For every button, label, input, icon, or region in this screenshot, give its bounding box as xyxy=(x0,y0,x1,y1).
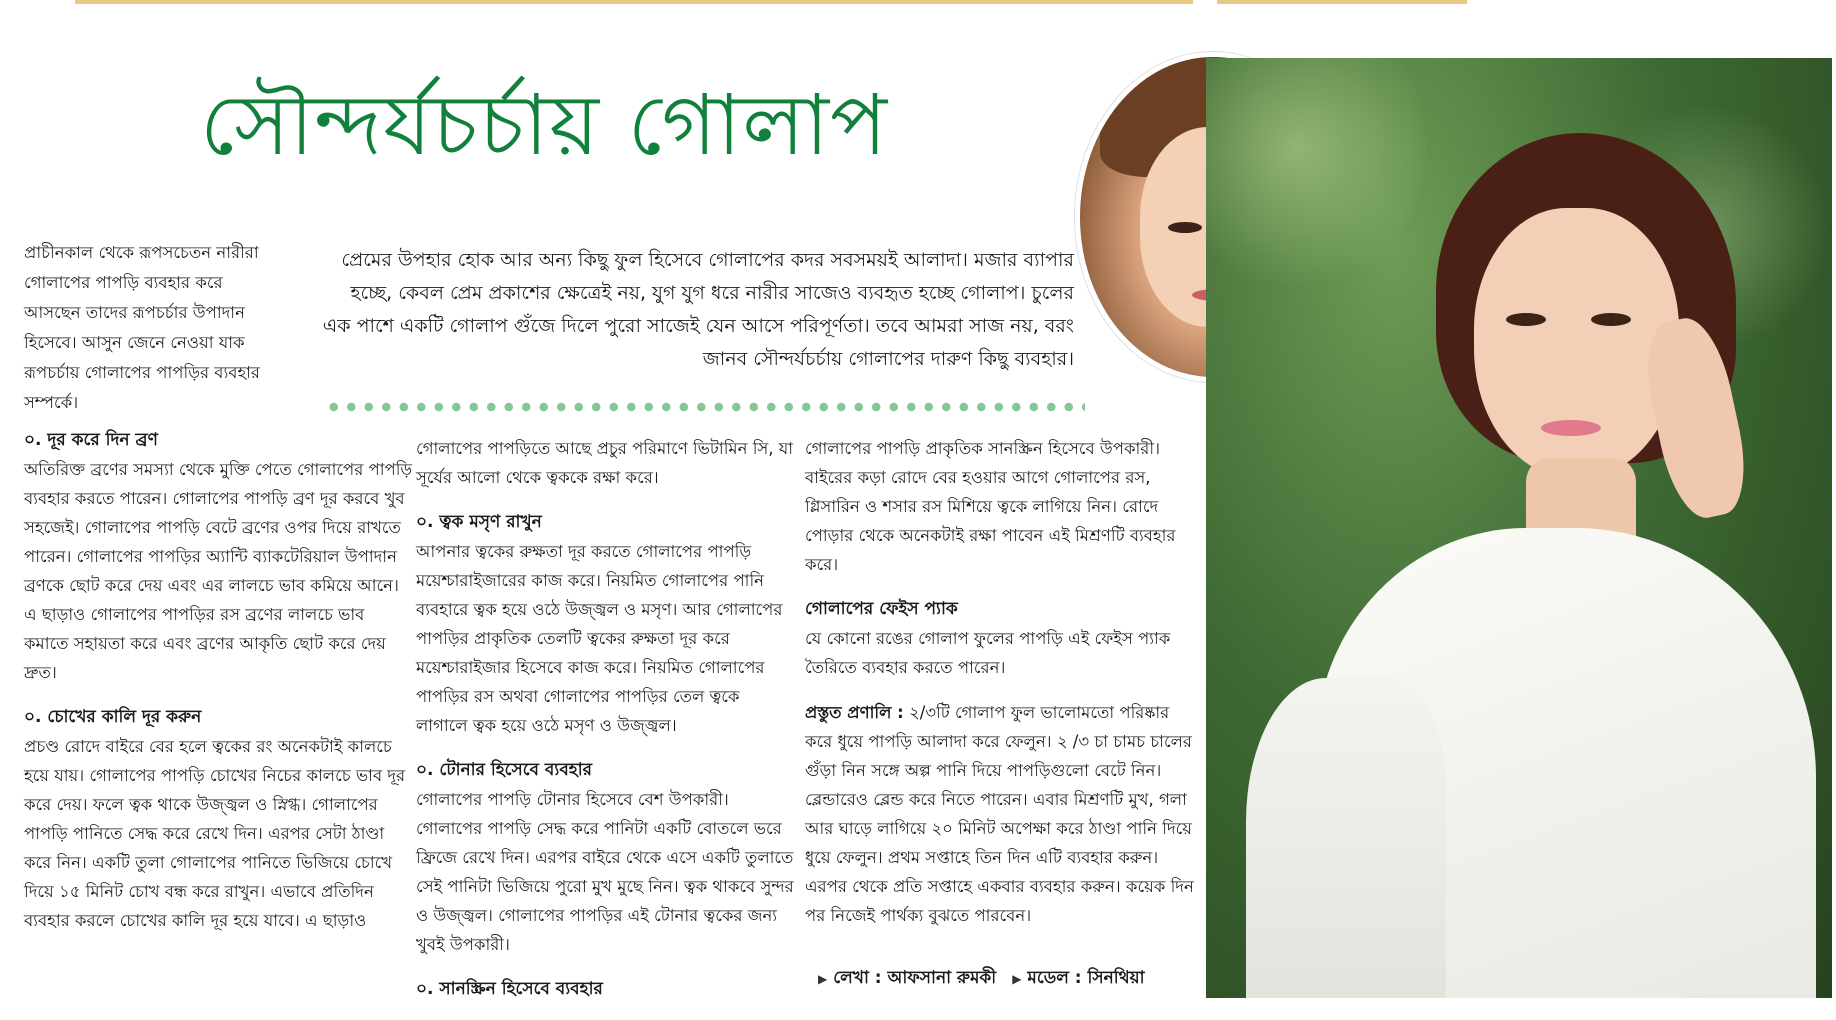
para-dark-circles: প্রচণ্ড রোদে বাইরে বের হলে ত্বকের রং অনেকটাই কালচে হয়ে যায়। গোলাপের পাপড়ি চোখের নিচের কালচে ভাব দূর করে দেয়। ফলে ত্বক থাকে উজ্জ্বল ও স্নিগ্ধ। গোলাপের পাপড়ি পানিতে সেদ্ধ করে রেখে দিন। এরপর সেটা ঠাণ্ডা করে নিন। একটি তুলা গোলাপের পানিতে ভিজিয়ে চোখে দিয়ে ১৫ মিনিট চোখ বন্ধ করে রাখুন। এভাবে প্রতিদিন ব্যবহার করলে চোখের কালি দূর হয়ে যাবে। এ ছাড়াও xyxy=(24,737,406,930)
model-credit: মডেল : সিনথিয়া xyxy=(1027,968,1145,988)
heading-sunscreen: ০. সানস্ক্রিন হিসেবে ব্যবহার xyxy=(416,979,603,999)
column-2 xyxy=(416,434,796,1004)
para-toner: গোলাপের পাপড়ি টোনার হিসেবে বেশ উপকারী। গোলাপের পাপড়ি সেদ্ধ করে পানিটা একটি বোতলে ভরে ফ্রিজে রেখে দিন। এরপর বাইরে থেকে এসে একটি তুলাতে সেই পানিটা ভিজিয়ে পুরো মুখ মুছে নিন। ত্বক থাকবে সুন্দর ও উজ্জ্বল। গোলাপের পাপড়ির এই টোনার ত্বকের জন্য খুবই উপকারী। xyxy=(416,790,794,954)
heading-acne: ০. দূর করে দিন ব্রণ xyxy=(24,430,158,450)
column-1 xyxy=(24,426,414,951)
intro-text: প্রাচীনকাল থেকে রূপসচেতন নারীরা গোলাপের পাপড়ি ব্যবহার করে আসছেন তাদের রূপচর্চার উপাদান হিসেবে। আসুন জেনে নেওয়া যাক রূপচর্চায় গোলাপের পাপড়ির ব্যবহার সম্পর্কে। xyxy=(24,243,260,412)
para-method xyxy=(805,698,1195,930)
top-rule-left xyxy=(75,0,1193,4)
triangle-icon: ▶ xyxy=(1012,972,1022,986)
method-label: প্রস্তুত প্রণালি : xyxy=(805,703,904,722)
para-face-pack: যে কোনো রঙের গোলাপ ফুলের পাপড়ি এই ফেইস প্যাক তৈরিতে ব্যবহার করতে পারেন। xyxy=(805,629,1171,677)
model-photo xyxy=(1206,58,1832,998)
heading-smooth-skin: ০. ত্বক মসৃণ রাখুন xyxy=(416,512,542,532)
writer-credit: লেখা : আফসানা রুমকী xyxy=(833,968,997,988)
para-sunscreen: গোলাপের পাপড়ি প্রাকৃতিক সানস্ক্রিন হিসেবে উপকারী। বাইরের কড়া রোদে বের হওয়ার আগে গোলাপের রস, গ্লিসারিন ও শসার রস মিশিয়ে ত্বকে লাগিয়ে নিন। রোদে পোড়ার থেকে অনেকটাই রক্ষা পাবেন এই মিশ্রণটি ব্যবহার করে। xyxy=(805,439,1176,574)
top-rule-right xyxy=(1217,0,1467,4)
heading-dark-circles: ০. চোখের কালি দূর করুন xyxy=(24,707,202,727)
heading-face-pack: গোলাপের ফেইস প্যাক xyxy=(805,599,958,619)
para-vitamin-c: গোলাপের পাপড়িতে আছে প্রচুর পরিমাণে ভিটামিন সি, যা সূর্যের আলো থেকে ত্বককে রক্ষা করে। xyxy=(416,439,794,487)
heading-toner: ০. টোনার হিসেবে ব্যবহার xyxy=(416,760,592,780)
column-3 xyxy=(805,434,1195,946)
triangle-icon: ▶ xyxy=(818,972,828,986)
method-text: ২/৩টি গোলাপ ফুল ভালোমতো পরিষ্কার করে ধুয়ে পাপড়ি আলাদা করে ফেলুন। ২ /৩ চা চামচ চালের গুঁড়া নিন সঙ্গে অল্প পানি দিয়ে পাপড়িগুলো বেটে নিন। ব্লেন্ডারেও ব্লেন্ড করে নিতে পারেন। এবার মিশ্রণটি মুখ, গলা আর ঘাড়ে লাগিয়ে ২০ মিনিট অপেক্ষা করে ঠাণ্ডা পানি দিয়ে ধুয়ে ফেলুন। প্রথম সপ্তাহে তিন দিন এটি ব্যবহার করুন। এরপর থেকে প্রতি সপ্তাহে একবার ব্যবহার করুন। কয়েক দিন পর নিজেই পার্থক্য বুঝতে পারবেন। xyxy=(805,703,1194,925)
lead-paragraph: প্রেমের উপহার হোক আর অন্য কিছু ফুল হিসেবে গোলাপের কদর সবসময়ই আলাদা। মজার ব্যাপার হচ্ছে, কেবল প্রেম প্রকাশের ক্ষেত্রেই নয়, যুগ যুগ ধরে নারীর সাজেও ব্যবহৃত হচ্ছে গোলাপ। চুলের এক পাশে একটি গোলাপ গুঁজে দিলে পুরো সাজেই যেন আসে পরিপূর্ণতা। তবে আমরা সাজ নয়, বরং জানব সৌন্দর্যচর্চায় গোলাপের দারুণ কিছু ব্যবহার। xyxy=(322,249,1074,370)
para-acne: অতিরিক্ত ব্রণের সমস্যা থেকে মুক্তি পেতে গোলাপের পাপড়ি ব্যবহার করতে পারেন। গোলাপের পাপড়ি ব্রণ দূর করবে খুব সহজেই। গোলাপের পাপড়ি বেটে ব্রণের ওপর দিয়ে রাখতে পারেন। গোলাপের পাপড়ির অ্যান্টি ব্যাকটেরিয়াল উপাদান ব্রণকে ছোট করে দেয় এবং এর লালচে ভাব কমিয়ে আনে। এ ছাড়াও গোলাপের পাপড়ির রস ব্রণের লালচে ভাব কমাতে সহায়তা করে এবং ব্রণের আকৃতি ছোট করে দেয় দ্রুত। xyxy=(24,460,413,682)
para-smooth-skin: আপনার ত্বকের রুক্ষতা দূর করতে গোলাপের পাপড়ি ময়েশ্চারাইজারের কাজ করে। নিয়মিত গোলাপের পানি ব্যবহারে ত্বক হয়ে ওঠে উজ্জ্বল ও মসৃণ। আর গোলাপের পাপড়ির প্রাকৃতিক তেলটি ত্বকের রুক্ষতা দূর করে ময়েশ্চারাইজার হিসেবে কাজ করে। নিয়মিত গোলাপের পাপড়ির রস অথবা গোলাপের পাপড়ির তেল ত্বকে লাগালে ত্বক হয়ে ওঠে মসৃণ ও উজ্জ্বল। xyxy=(416,542,783,735)
dotted-divider xyxy=(325,400,1085,414)
headline: সৌন্দর্যচর্চায় গোলাপ xyxy=(200,76,889,174)
credits xyxy=(818,965,1145,993)
